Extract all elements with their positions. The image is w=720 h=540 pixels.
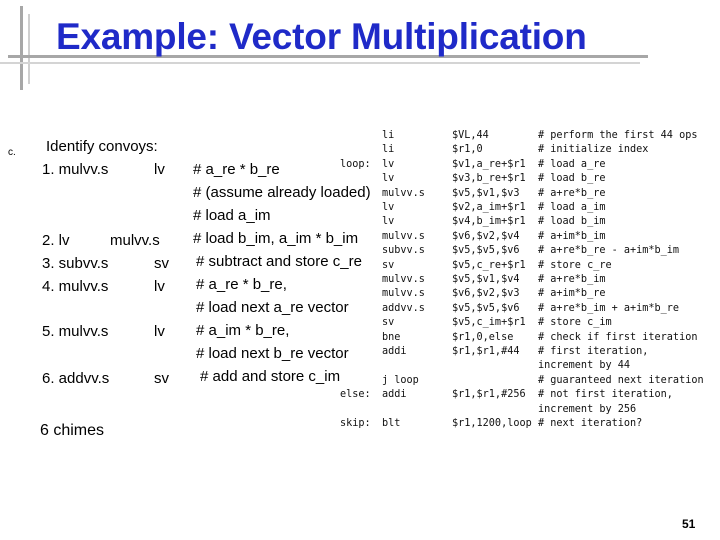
code-line-11-op: mulvv.s [382, 274, 425, 285]
intro-text: Identify convoys: [46, 138, 158, 155]
step-1-op1: 1. mulvv.s [42, 161, 109, 178]
code-line-17-comment: increment by 44 [538, 360, 631, 372]
code-line-8-args: $v6,$v2,$v4 [452, 230, 520, 242]
code-line-9-comment: # a+re*b_re - a+im*b_im [538, 245, 680, 257]
step-4-op2: lv [154, 278, 165, 295]
comment-9: # load next b_re vector [196, 345, 349, 362]
code-line-2-args: $r1,0 [452, 144, 483, 156]
chimes-count: 6 chimes [40, 422, 105, 439]
comment-10: # add and store c_im [200, 368, 341, 385]
step-5-op1: 5. mulvv.s [42, 323, 109, 340]
code-line-12-op: mulvv.s [382, 288, 425, 300]
code-line-21-comment: # next iteration? [538, 418, 643, 429]
code-line-13-args: $v5,$v5,$v6 [452, 302, 520, 314]
comment-8: # a_im * b_re, [196, 322, 290, 339]
step-6-op1: 6. addvv.s [42, 370, 110, 387]
comment-4: # load b_im, a_im * b_im [193, 230, 359, 247]
code-line-21-op: blt [382, 418, 401, 429]
code-line-5-op: mulvv.s [382, 187, 425, 199]
step-4-op1: 4. mulvv.s [42, 278, 109, 295]
code-line-11-args: $v5,$v1,$v4 [452, 274, 520, 285]
code-line-6-args: $v2,a_im+$r1 [452, 202, 526, 213]
comment-7: # load next a_re vector [196, 299, 349, 316]
code-line-4-args: $v3,b_re+$r1 [452, 173, 526, 185]
code-line-12-comment: # a+im*b_re [538, 288, 606, 300]
page-number: 51 [682, 517, 696, 531]
code-line-18-op: j loop [382, 374, 419, 386]
decorative-vertical-bar [20, 6, 23, 90]
code-line-16-op: addi [382, 346, 407, 357]
code-line-14-args: $v5,c_im+$r1 [452, 317, 526, 329]
code-line-6-comment: # load a_im [538, 202, 606, 213]
step-2-op2: mulvv.s [110, 232, 160, 249]
code-line-10-comment: # store c_re [538, 259, 612, 271]
code-line-9-op: subvv.s [382, 245, 425, 257]
code-line-7-args: $v4,b_im+$r1 [452, 216, 526, 228]
code-line-10-args: $v5,c_re+$r1 [452, 259, 526, 271]
mips-code-listing [340, 130, 702, 438]
code-line-10-op: sv [382, 259, 395, 271]
slide-title: Example: Vector Multiplication [56, 16, 587, 57]
code-line-2-op: li [382, 144, 395, 156]
step-5-op2: lv [154, 323, 165, 340]
step-3-op1: 3. subvv.s [42, 255, 109, 272]
code-line-19-op: addi [382, 389, 407, 401]
code-line-12-args: $v6,$v2,$v3 [452, 288, 520, 300]
code-line-8-op: mulvv.s [382, 230, 425, 242]
code-line-6-op: lv [382, 202, 395, 213]
code-line-14-op: sv [382, 317, 395, 329]
code-line-1-op: li [382, 130, 395, 141]
code-line-16-args: $r1,$r1,#44 [452, 346, 520, 357]
decorative-horizontal-rule-light [0, 62, 640, 64]
comment-5: # subtract and store c_re [196, 253, 362, 270]
code-line-19-args: $r1,$r1,#256 [452, 389, 526, 401]
code-line-18-comment: # guaranteed next iteration [538, 374, 704, 386]
code-line-13-op: addvv.s [382, 302, 425, 314]
code-line-4-comment: # load b_re [538, 173, 606, 185]
code-line-20-comment: increment by 256 [538, 403, 637, 415]
code-line-13-comment: # a+re*b_im + a+im*b_re [538, 302, 680, 314]
code-line-5-comment: # a+re*b_re [538, 187, 606, 199]
code-line-11-comment: # a+re*b_im [538, 274, 606, 285]
code-line-9-args: $v5,$v5,$v6 [452, 245, 520, 257]
step-6-op2: sv [154, 370, 169, 387]
code-line-3-comment: # load a_re [538, 158, 606, 170]
code-line-21-label: skip: [340, 418, 371, 429]
comment-2: # (assume already loaded) [193, 184, 371, 201]
code-line-2-comment: # initialize index [538, 144, 649, 156]
code-line-1-comment: # perform the first 44 ops [538, 130, 698, 141]
code-line-21-args: $r1,1200,loop [452, 418, 532, 429]
code-line-3-args: $v1,a_re+$r1 [452, 158, 526, 170]
code-line-14-comment: # store c_im [538, 317, 612, 329]
step-3-op2: sv [154, 255, 169, 272]
code-line-8-comment: # a+im*b_im [538, 230, 606, 242]
code-line-3-label: loop: [340, 158, 371, 170]
step-1-op2: lv [154, 161, 165, 178]
comment-6: # a_re * b_re, [196, 276, 287, 293]
code-line-7-op: lv [382, 216, 395, 228]
code-line-19-label: else: [340, 389, 371, 401]
code-line-19-comment: # not first iteration, [538, 389, 673, 401]
code-line-16-comment: # first iteration, [538, 346, 649, 357]
code-line-5-args: $v5,$v1,$v3 [452, 187, 520, 199]
decorative-vertical-bar-light [28, 14, 30, 84]
code-line-4-op: lv [382, 173, 395, 185]
code-line-3-op: lv [382, 158, 395, 170]
code-line-7-comment: # load b_im [538, 216, 606, 228]
code-line-15-op: bne [382, 331, 401, 343]
code-line-1-args: $VL,44 [452, 130, 489, 141]
comment-3: # load a_im [193, 207, 271, 224]
code-line-15-args: $r1,0,else [452, 331, 514, 343]
code-line-15-comment: # check if first iteration [538, 331, 698, 343]
comment-1: # a_re * b_re [193, 161, 280, 178]
bullet-marker: c. [8, 147, 16, 158]
step-2-op1: 2. lv [42, 232, 70, 249]
